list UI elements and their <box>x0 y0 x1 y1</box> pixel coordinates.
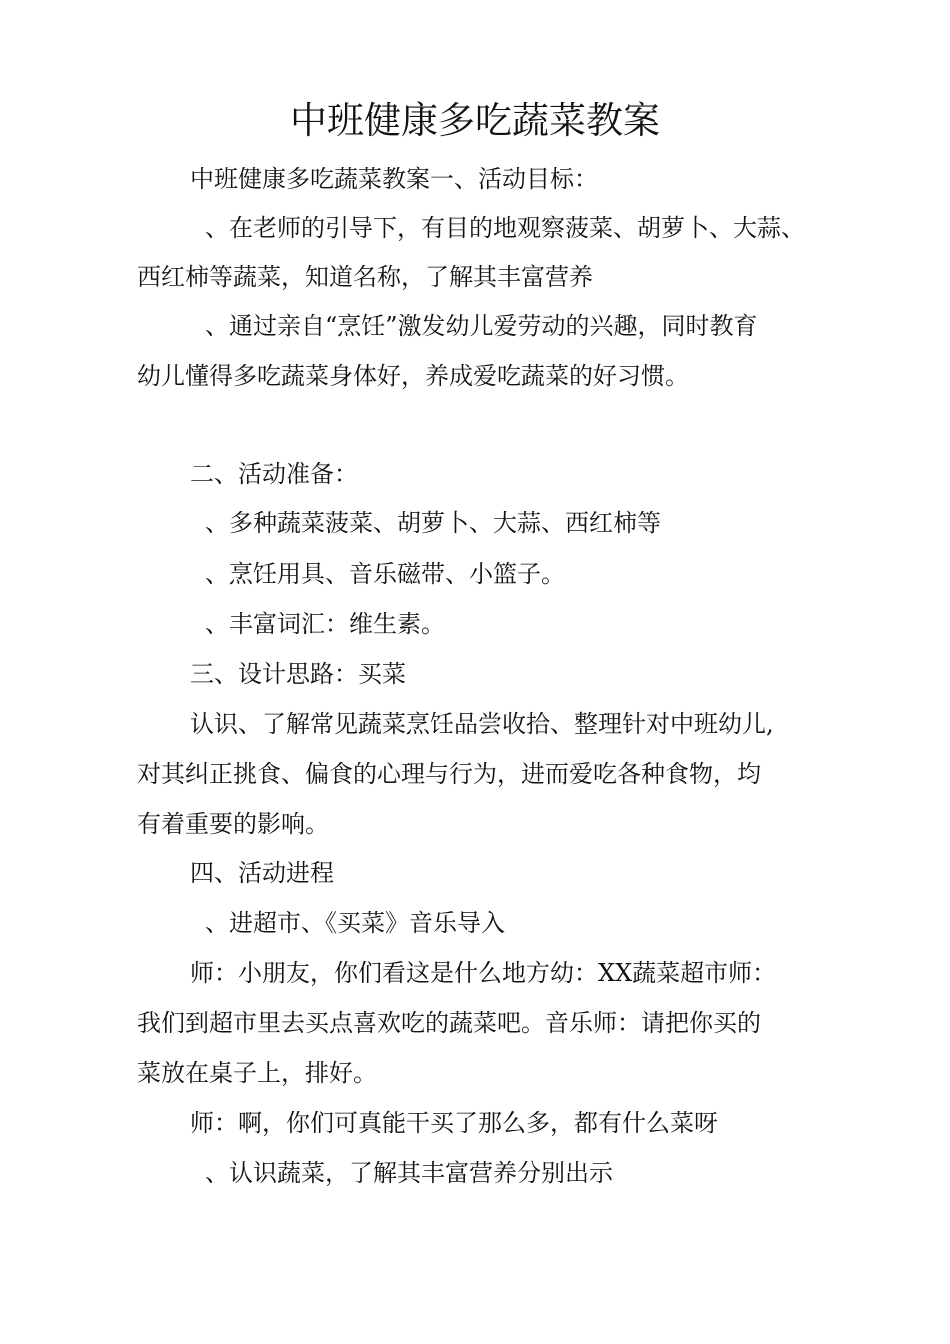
section-heading: 三、设计思路：买菜 <box>190 660 406 688</box>
paragraph-line: 有着重要的影响。 <box>137 810 329 838</box>
section-heading: 四、活动进程 <box>190 859 334 887</box>
section-heading: 二、活动准备： <box>190 460 358 488</box>
list-item: 、多种蔬菜菠菜、胡萝卜、大蒜、西红柿等 <box>205 509 661 537</box>
paragraph-line: 我们到超市里去买点喜欢吃的蔬菜吧。音乐师：请把你买的 <box>137 1009 761 1037</box>
list-item: 、进超市、《买菜》音乐导入 <box>205 909 505 937</box>
paragraph-line: 认识、了解常见蔬菜烹饪品尝收拾、整理针对中班幼儿, <box>190 710 774 738</box>
paragraph-line: 对其纠正挑食、偏食的心理与行为，进而爱吃各种食物，均 <box>137 760 761 788</box>
list-item: 、烹饪用具、音乐磁带、小篮子。 <box>205 560 565 588</box>
paragraph-line: 师：啊，你们可真能干买了那么多，都有什么菜呀 <box>190 1109 718 1137</box>
document-title: 中班健康多吃蔬菜教案 <box>290 99 660 142</box>
list-item: 、认识蔬菜，了解其丰富营养分别出示 <box>205 1159 613 1187</box>
paragraph-line: 师：小朋友，你们看这是什么地方幼：XX蔬菜超市师： <box>190 959 777 987</box>
paragraph-line: 、在老师的引导下，有目的地观察菠菜、胡萝卜、大蒜、 <box>205 214 805 242</box>
paragraph-line: 幼儿懂得多吃蔬菜身体好，养成爱吃蔬菜的好习惯。 <box>137 362 689 390</box>
paragraph-line: 西红柿等蔬菜，知道名称，了解其丰富营养 <box>137 263 593 291</box>
list-item: 、丰富词汇：维生素。 <box>205 610 445 638</box>
paragraph-line: 中班健康多吃蔬菜教案一、活动目标： <box>190 165 598 193</box>
paragraph-line: 、通过亲自“烹饪”激发幼儿爱劳动的兴趣，同时教育 <box>205 312 758 340</box>
paragraph-line: 菜放在桌子上，排好。 <box>137 1059 377 1087</box>
